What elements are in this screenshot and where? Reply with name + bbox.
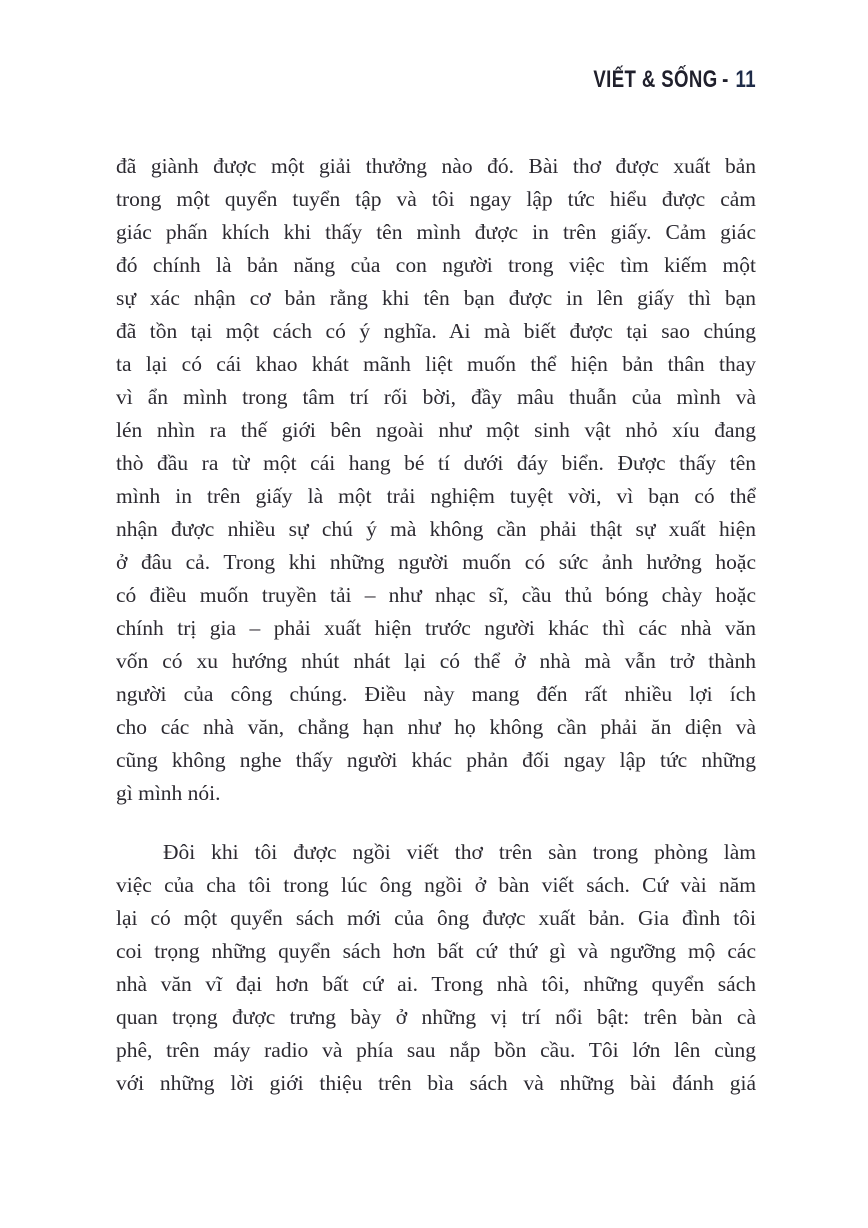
text-line: sự xác nhận cơ bản rằng khi tên bạn được in lên giấy thì bạn xyxy=(116,286,756,310)
text-line: Đôi khi tôi được ngồi viết thơ trên sàn trong phòng làm xyxy=(163,840,756,864)
body-text xyxy=(116,150,756,1100)
running-title: VIẾT & SỐNG xyxy=(593,66,718,93)
text-line: chính trị gia – phải xuất hiện trước người khác thì các nhà văn xyxy=(116,616,756,640)
header-separator: - xyxy=(722,66,729,93)
text-line: ở đâu cả. Trong khi những người muốn có sức ảnh hưởng hoặc xyxy=(116,550,756,574)
page-header xyxy=(593,66,756,94)
text-line: vì ẩn mình trong tâm trí rối bời, đầy mâu thuẫn của mình và xyxy=(116,385,756,409)
text-line: đó chính là bản năng của con người trong việc tìm kiếm một xyxy=(116,253,756,277)
text-line: có điều muốn truyền tải – như nhạc sĩ, cầu thủ bóng chày hoặc xyxy=(116,583,756,607)
text-line: phê, trên máy radio và phía sau nắp bồn cầu. Tôi lớn lên cùng xyxy=(116,1038,756,1062)
paragraph xyxy=(116,836,756,1100)
text-line: ta lại có cái khao khát mãnh liệt muốn thể hiện bản thân thay xyxy=(116,352,756,376)
text-line: quan trọng được trưng bày ở những vị trí nổi bật: trên bàn cà xyxy=(116,1005,756,1029)
text-line: thò đầu ra từ một cái hang bé tí dưới đáy biển. Được thấy tên xyxy=(116,451,756,475)
text-line: nhà văn vĩ đại hơn bất cứ ai. Trong nhà tôi, những quyển sách xyxy=(116,972,756,996)
paragraph xyxy=(116,150,756,810)
text-line: trong một quyển tuyển tập và tôi ngay lập tức hiểu được cảm xyxy=(116,187,756,211)
text-line: coi trọng những quyển sách hơn bất cứ thứ gì và ngưỡng mộ các xyxy=(116,939,756,963)
text-line: nhận được nhiều sự chú ý mà không cần phải thật sự xuất hiện xyxy=(116,517,756,541)
text-line: lén nhìn ra thế giới bên ngoài như một sinh vật nhỏ xíu đang xyxy=(116,418,756,442)
text-line: đã tồn tại một cách có ý nghĩa. Ai mà biết được tại sao chúng xyxy=(116,319,756,343)
text-line: với những lời giới thiệu trên bìa sách và những bài đánh giá xyxy=(116,1071,756,1095)
text-line: đã giành được một giải thưởng nào đó. Bài thơ được xuất bản xyxy=(116,154,756,178)
text-line: lại có một quyển sách mới của ông được xuất bản. Gia đình tôi xyxy=(116,906,756,930)
text-line: cũng không nghe thấy người khác phản đối ngay lập tức những xyxy=(116,748,756,772)
text-line: vốn có xu hướng nhút nhát lại có thể ở nhà mà vẫn trở thành xyxy=(116,649,756,673)
page-number: 11 xyxy=(735,66,756,93)
text-line: mình in trên giấy là một trải nghiệm tuyệt vời, vì bạn có thể xyxy=(116,484,756,508)
text-line: gì mình nói. xyxy=(116,781,221,805)
text-line: giác phấn khích khi thấy tên mình được in trên giấy. Cảm giác xyxy=(116,220,756,244)
text-line: cho các nhà văn, chẳng hạn như họ không cần phải ăn diện và xyxy=(116,715,756,739)
text-line: việc của cha tôi trong lúc ông ngồi ở bàn viết sách. Cứ vài năm xyxy=(116,873,756,897)
text-line: người của công chúng. Điều này mang đến rất nhiều lợi ích xyxy=(116,682,756,706)
